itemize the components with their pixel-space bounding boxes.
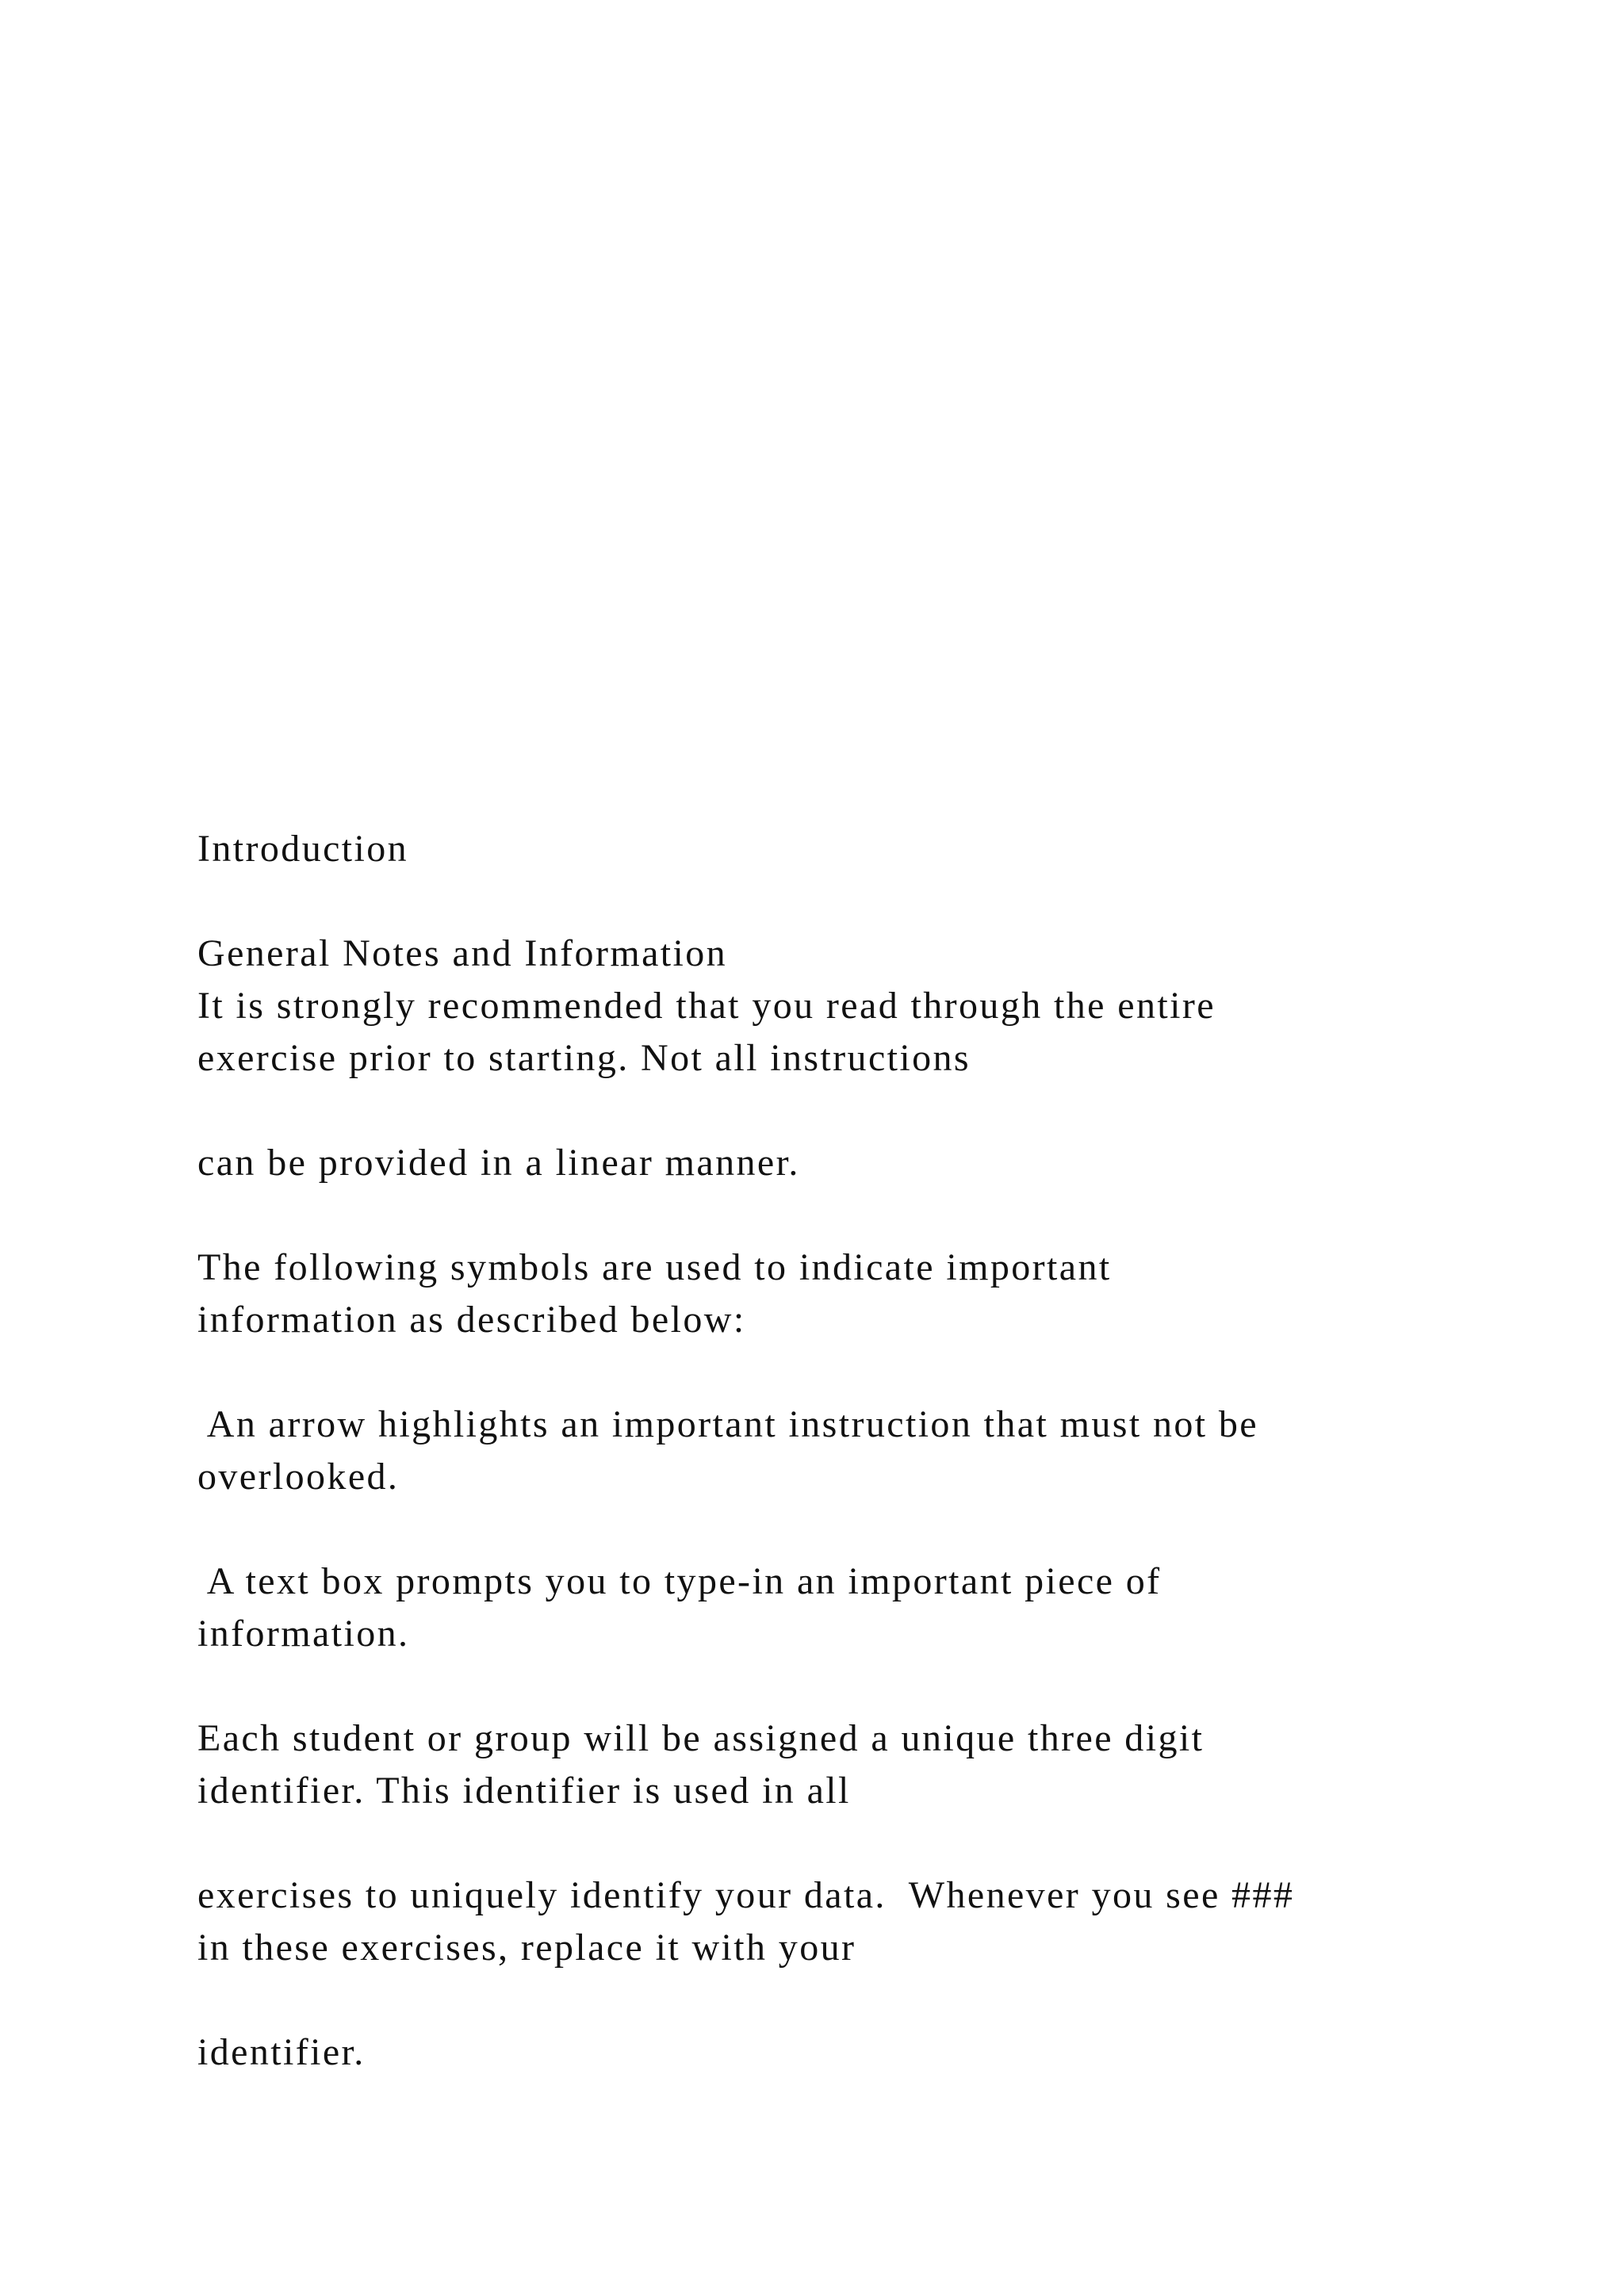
paragraph-line: The following symbols are used to indicate important [197,1246,1112,1288]
paragraph-line: identifier. [197,2031,366,2073]
textbox-note-line: A text box prompts you to type-in an important piece of [197,1560,1162,1602]
arrow-note-line: An arrow highlights an important instruction that must not be [197,1403,1258,1445]
arrow-note-line: overlooked. [197,1456,400,1498]
paragraph-line: information as described below: [197,1299,746,1341]
paragraph-line: can be provided in a linear manner. [197,1142,800,1184]
paragraph-line: Each student or group will be assigned a unique three digit [197,1717,1205,1759]
paragraph-line: identifier. This identifier is used in all [197,1770,851,1812]
textbox-note-line: information. [197,1613,410,1655]
paragraph-line: exercise prior to starting. Not all instructions [197,1037,971,1079]
paragraph-line: exercises to uniquely identify your data. Whenever you see ### [197,1874,1295,1916]
paragraph-line: It is strongly recommended that you read through the entire [197,985,1216,1027]
section-title: General Notes and Information [197,932,728,974]
intro-heading: Introduction [197,828,409,870]
paragraph-line: in these exercises, replace it with your [197,1927,856,1969]
